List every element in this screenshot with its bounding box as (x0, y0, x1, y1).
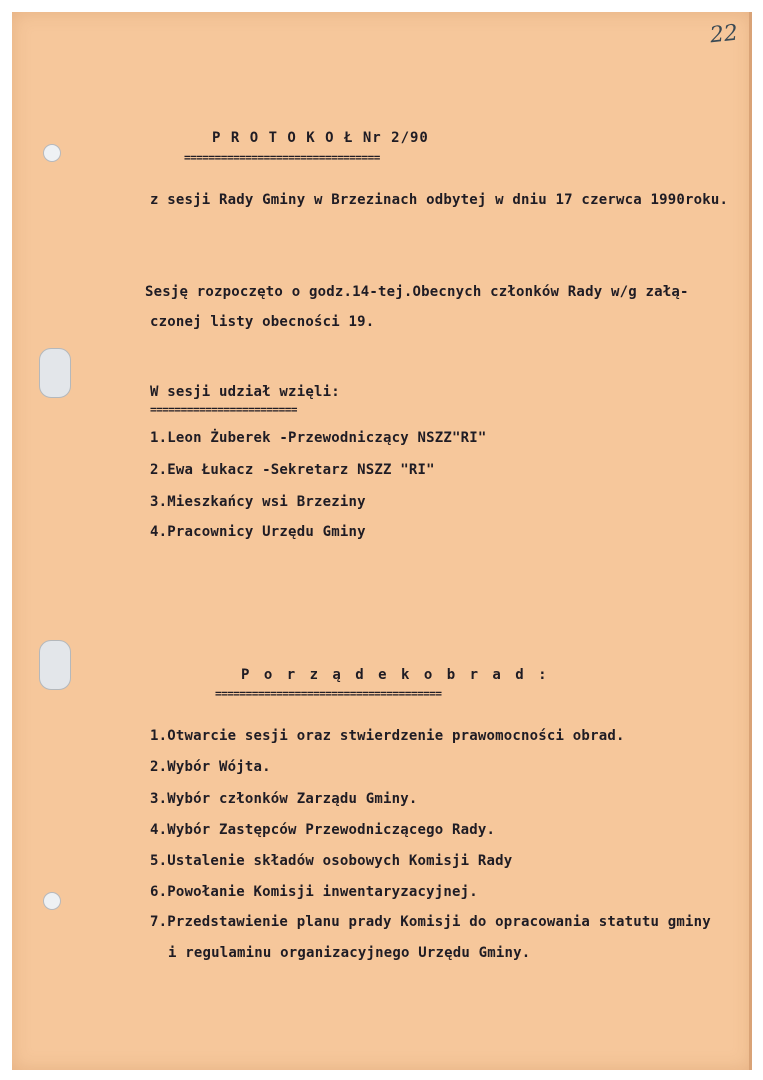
binder-clip (39, 348, 71, 398)
opening-line: czonej listy obecności 19. (150, 314, 375, 330)
participants-heading: W sesji udział wzięli: (150, 384, 340, 400)
participant-item: 1.Leon Żuberek -Przewodniczący NSZZ"RI" (150, 430, 487, 446)
session-intro: z sesji Rady Gminy w Brzezinach odbytej w dniu 17 czerwca 1990roku. (150, 192, 729, 208)
agenda-item: 7.Przedstawienie planu prady Komisji do opracowania statutu gminy (150, 914, 711, 930)
opening-line: Sesję rozpoczęto o godz.14-tej.Obecnych członków Rady w/g załą- (145, 284, 689, 300)
participant-item: 3.Mieszkańcy wsi Brzeziny (150, 494, 366, 510)
participant-item: 2.Ewa Łukacz -Sekretarz NSZZ "RI" (150, 462, 435, 478)
agenda-item: 4.Wybór Zastępców Przewodniczącego Rady. (150, 822, 496, 838)
punch-hole (43, 144, 61, 162)
agenda-item: 1.Otwarcie sesji oraz stwierdzenie prawomocności obrad. (150, 728, 625, 744)
binder-clip (39, 640, 71, 690)
punch-hole (43, 892, 61, 910)
agenda-item: 3.Wybór członków Zarządu Gminy. (150, 791, 418, 807)
participant-item: 4.Pracownicy Urzędu Gminy (150, 524, 366, 540)
agenda-item: 5.Ustalenie składów osobowych Komisji Rady (150, 853, 513, 869)
title-underline: ================================ (184, 151, 380, 164)
document-page (12, 12, 752, 1070)
agenda-item: 6.Powołanie Komisji inwentaryzacyjnej. (150, 884, 478, 900)
agenda-item: 2.Wybór Wójta. (150, 759, 271, 775)
page-number: 22 (708, 20, 740, 49)
page-edge (749, 12, 752, 1070)
agenda-item-continuation: i regulaminu organizacyjnego Urzędu Gminy. (168, 945, 531, 961)
agenda-heading: P o r z ą d e k o b r a d : (241, 667, 550, 683)
participants-underline: ======================== (150, 403, 297, 416)
document-title: P R O T O K O Ł Nr 2/90 (212, 130, 429, 146)
agenda-underline: ===================================== (215, 687, 442, 700)
